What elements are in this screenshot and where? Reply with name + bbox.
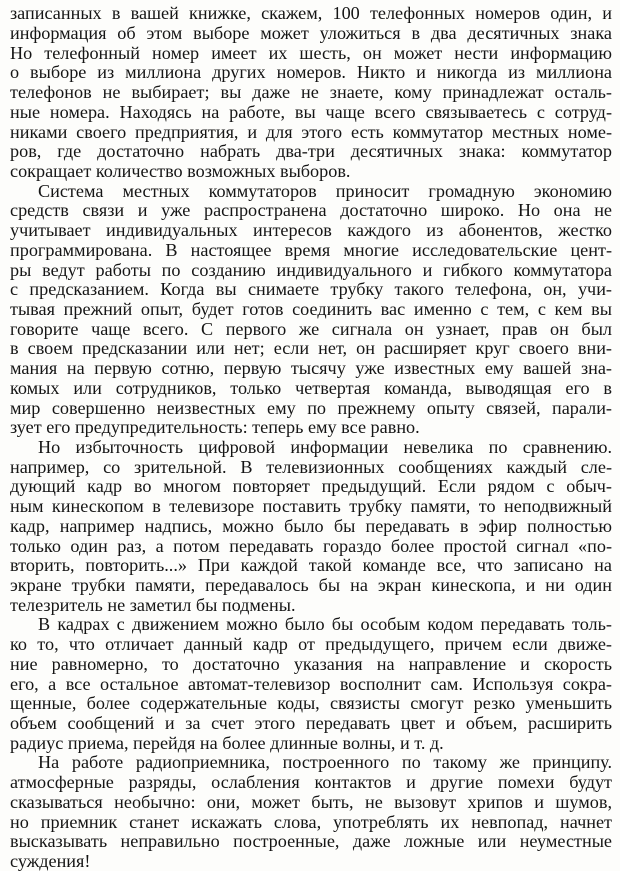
text-line: суждения!	[10, 851, 91, 871]
text-line: На работе радиоприемника, построенного по такому же принципу.	[38, 752, 612, 772]
text-line: в своем предсказании или нет; если нет, он расширяет круг своего вни-	[10, 338, 612, 358]
text-line: только один раз, а потом передавать гораздо более простой сигнал «по-	[10, 536, 612, 556]
text-line: ние равномерно, то достаточно указания на направление и скорость	[10, 654, 612, 674]
text-line: вторить, повторить...» При каждой такой команде все, что записано на	[10, 555, 612, 575]
text-line: дующий кадр во многом повторяет предыдущий. Если рядом с обыч-	[10, 476, 612, 496]
text-line: записанных в вашей книжке, скажем, 100 телефонных номеров один, и	[10, 3, 612, 23]
text-line: атмосферные разряды, ослабления контактов и другие помехи будут	[10, 772, 612, 792]
text-line: кадр, например надпись, можно было бы передавать в эфир полностью	[10, 516, 612, 536]
text-line: ные номера. Находясь на работе, вы чаще всего связываетесь с сотруд-	[10, 102, 612, 122]
text-line: но приемник станет искажать слова, употреблять их невпопад, начнет	[10, 812, 612, 832]
text-line: комых или сотрудников, только четвертая команда, выводящая его в	[10, 378, 612, 398]
text-line: Но избыточность цифровой информации невелика по сравнению.	[38, 437, 612, 457]
text-line: Система местных коммутаторов приносит громадную экономию	[38, 181, 612, 201]
text-line: зует его предупредительность: теперь ему все равно.	[10, 417, 420, 437]
text-line: никами своего предприятия, и для этого есть коммутатор местных номе-	[10, 122, 612, 142]
text-line: ров, где достаточно набрать два-три десятичных знака: коммутатор	[10, 141, 612, 161]
text-line: программирована. В настоящее время многие исследовательские цент-	[10, 240, 612, 260]
text-line: щенные, более содержательные коды, связисты смогут резко уменьшить	[10, 693, 612, 713]
text-line: ко то, что отличает данный кадр от предыдущего, причем если движе-	[10, 634, 612, 654]
text-line: радиус приема, перейдя на более длинные волны, и т. д.	[10, 733, 444, 753]
text-line: информация об этом выборе может уложиться в два десятичных знака	[10, 23, 612, 43]
text-line: учитывает индивидуальных интересов каждого из абонентов, жестко	[10, 220, 612, 240]
text-line: телефонов не выбирает; вы даже не знаете, кому принадлежат осталь-	[10, 82, 612, 102]
text-line: сказываться необычно: они, может быть, не вызовут хрипов и шумов,	[10, 792, 612, 812]
text-line: о выборе из миллиона других номеров. Никто и никогда из миллиона	[10, 62, 612, 82]
text-line: говорите чаще всего. С первого же сигнала он узнает, прав он был	[10, 319, 612, 339]
text-line: тывая прежний опыт, будет готов соединить вас именно с тем, с кем вы	[10, 299, 612, 319]
text-line: мания на первую сотню, первую тысячу уже известных ему вашей зна-	[10, 358, 612, 378]
text-line: объем сообщений и за счет этого передавать цвет и объем, расширить	[10, 713, 612, 733]
text-line: Но телефонный номер имеет их шесть, он может нести информацию	[10, 43, 612, 63]
text-line: ным кинескопом в телевизоре поставить трубку памяти, то неподвижный	[10, 496, 612, 516]
text-line: телезритель не заметил бы подмены.	[10, 595, 296, 615]
text-line: В кадрах с движением можно было бы особым кодом передавать толь-	[38, 614, 612, 634]
text-line: его, а все остальное автомат-телевизор восполнит сам. Используя сокра-	[10, 674, 612, 694]
text-line: средств связи и уже распространена достаточно широко. Но она не	[10, 200, 612, 220]
text-line: мир совершенно неизвестных ему по прежнему опыту связей, парали-	[10, 398, 612, 418]
text-line: сокращает количество возможных выборов.	[10, 161, 351, 181]
text-line: высказывать неправильно построенные, даже ложные или неуместные	[10, 831, 612, 851]
text-line: с предсказанием. Когда вы снимаете трубку такого телефона, он, учи-	[10, 279, 612, 299]
text-line: экране трубки памяти, передавалось бы на экран кинескопа, и ни один	[10, 575, 612, 595]
text-line: например, со зрительной. В телевизионных сообщениях каждый сле-	[10, 457, 612, 477]
text-line: ры ведут работы по созданию индивидуального и гибкого коммутатора	[10, 260, 612, 280]
